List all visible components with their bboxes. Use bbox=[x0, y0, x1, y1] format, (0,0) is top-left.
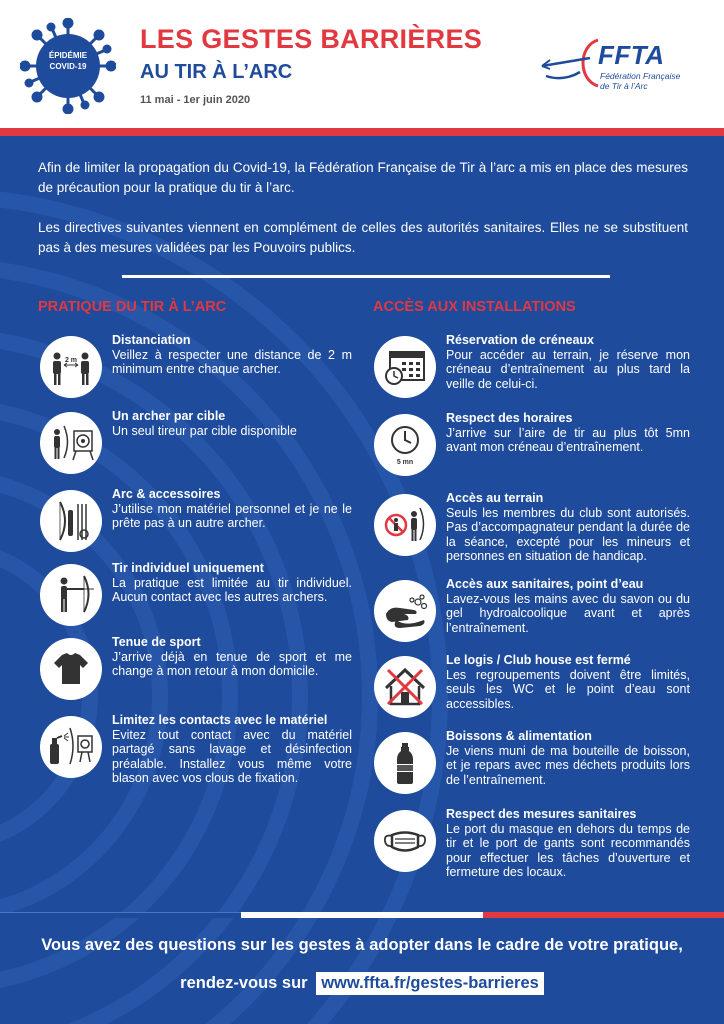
item-title: Respect des mesures sanitaires bbox=[446, 807, 637, 821]
mask-icon bbox=[374, 810, 436, 872]
item-title: Accès au terrain bbox=[446, 491, 544, 505]
distance-label: 2 m bbox=[64, 357, 78, 364]
item-text: Seuls les membres du club sont autorisés. Pas d’accompagnateur pendant la durée de la séance, excepté pour les mineurs et personnes en situation de handicap. bbox=[446, 505, 690, 563]
poster-header bbox=[0, 0, 724, 130]
intro-paragraph-1: Afin de limiter la propagation du Covid-19, la Fédération Française de Tir à l’arc a mis en place des mesures de précaution pour la pratique du tir à l’arc. bbox=[38, 160, 688, 195]
item-title: Distanciation bbox=[112, 333, 191, 347]
closed-house-icon bbox=[374, 656, 436, 718]
item-text: J’utilise mon matériel personnel et je ne le prête pas à un autre archer. bbox=[112, 501, 352, 530]
item-title: Boissons & alimentation bbox=[446, 729, 592, 743]
item-text: Je viens muni de ma bouteille de boisson, et je repars avec mes déchets produits lors de l’entraînement. bbox=[446, 743, 690, 787]
poster-body bbox=[0, 136, 724, 1024]
date-range: 11 mai - 1er juin 2020 bbox=[140, 94, 251, 106]
footer-question: Vous avez des questions sur les gestes à adopter dans le cadre de votre pratique, bbox=[41, 936, 683, 954]
item-text: Lavez-vous les mains avec du savon ou du gel hydroalcoolique avant et après l’entraînement. bbox=[446, 591, 690, 635]
badge-line2: COVID-19 bbox=[49, 62, 87, 71]
poster-subtitle: AU TIR À L’ARC bbox=[140, 61, 293, 83]
item-text: Veillez à respecter une distance de 2 m minimum entre chaque archer. bbox=[112, 347, 352, 376]
calendar-icon bbox=[374, 336, 436, 398]
tshirt-icon bbox=[40, 638, 102, 700]
item-title: Tir individuel uniquement bbox=[112, 561, 264, 575]
logo-subtitle-line2: de Tir à l’Arc bbox=[600, 80, 648, 91]
epidemic-badge bbox=[20, 50, 116, 72]
item-text: Evitez tout contact avec du matériel partagé sans lavage et désinfection préalable. Installez vous même votre blason avec vos clous de fixation. bbox=[112, 727, 352, 785]
intro-paragraph-2: Les directives suivantes viennent en complément de celles des autorités sanitaires. Elles ne se substituent pas à des mesures validées par les Pouvoirs publics. bbox=[38, 220, 688, 255]
archer-icon bbox=[40, 564, 102, 626]
item-text: Pour accéder au terrain, je réserve mon créneau d’entraînement au plus tard la veille de celui-ci. bbox=[446, 347, 690, 391]
ffta-url-link[interactable]: www.ffta.fr/gestes-barrieres bbox=[316, 972, 544, 995]
item-title: Limitez les contacts avec le matériel bbox=[112, 713, 328, 727]
red-divider-band bbox=[0, 128, 724, 136]
badge-line1: ÉPIDÉMIE bbox=[48, 51, 88, 60]
tricolor-line bbox=[0, 912, 724, 918]
archer-target-icon bbox=[40, 412, 102, 474]
equipment-icon bbox=[40, 490, 102, 552]
item-text: Les regroupements doivent être limités, seuls les WC et le point d’eau sont accessibles. bbox=[446, 667, 690, 711]
item-title: Le logis / Club house est fermé bbox=[446, 653, 631, 667]
distance-icon bbox=[40, 336, 102, 398]
ffta-logo: FFTA bbox=[598, 40, 665, 70]
clock-label: 5 mn bbox=[396, 459, 414, 466]
disinfect-icon bbox=[40, 716, 102, 778]
item-title: Tenue de sport bbox=[112, 635, 201, 649]
bottle-icon bbox=[374, 732, 436, 794]
item-text: Le port du masque en dehors du temps de tir et le port de gants sont recommandés pour effectuer les tâches d’ouverture et fermeture des locaux. bbox=[446, 821, 690, 879]
handwash-icon bbox=[374, 580, 436, 642]
item-text: Un seul tireur par cible disponible bbox=[112, 423, 297, 438]
logo-subtitle-line1: Fédération Française bbox=[600, 71, 681, 81]
no-spectator-icon bbox=[374, 494, 436, 556]
clock-icon bbox=[374, 414, 436, 476]
footer-cta-prefix: rendez-vous sur bbox=[180, 974, 308, 992]
item-title: Arc & accessoires bbox=[112, 487, 221, 501]
section-divider bbox=[122, 275, 610, 278]
right-column-title: ACCÈS AUX INSTALLATIONS bbox=[373, 299, 576, 315]
ffta-logo-subtitle bbox=[600, 72, 680, 91]
item-text: J’arrive déjà en tenue de sport et me change à mon retour à mon domicile. bbox=[112, 649, 352, 678]
item-text: J’arrive sur l’aire de tir au plus tôt 5mn avant mon créneau d’entraînement. bbox=[446, 425, 690, 454]
poster-title: LES GESTES BARRIÈRES bbox=[140, 24, 483, 54]
item-title: Réservation de créneaux bbox=[446, 333, 594, 347]
item-title: Respect des horaires bbox=[446, 411, 573, 425]
left-column-title: PRATIQUE DU TIR À L’ARC bbox=[38, 299, 227, 315]
item-title: Accès aux sanitaires, point d’eau bbox=[446, 577, 644, 591]
item-text: La pratique est limitée au tir individuel. Aucun contact avec les autres archers. bbox=[112, 575, 352, 604]
footer-cta bbox=[0, 972, 724, 995]
item-title: Un archer par cible bbox=[112, 409, 226, 423]
